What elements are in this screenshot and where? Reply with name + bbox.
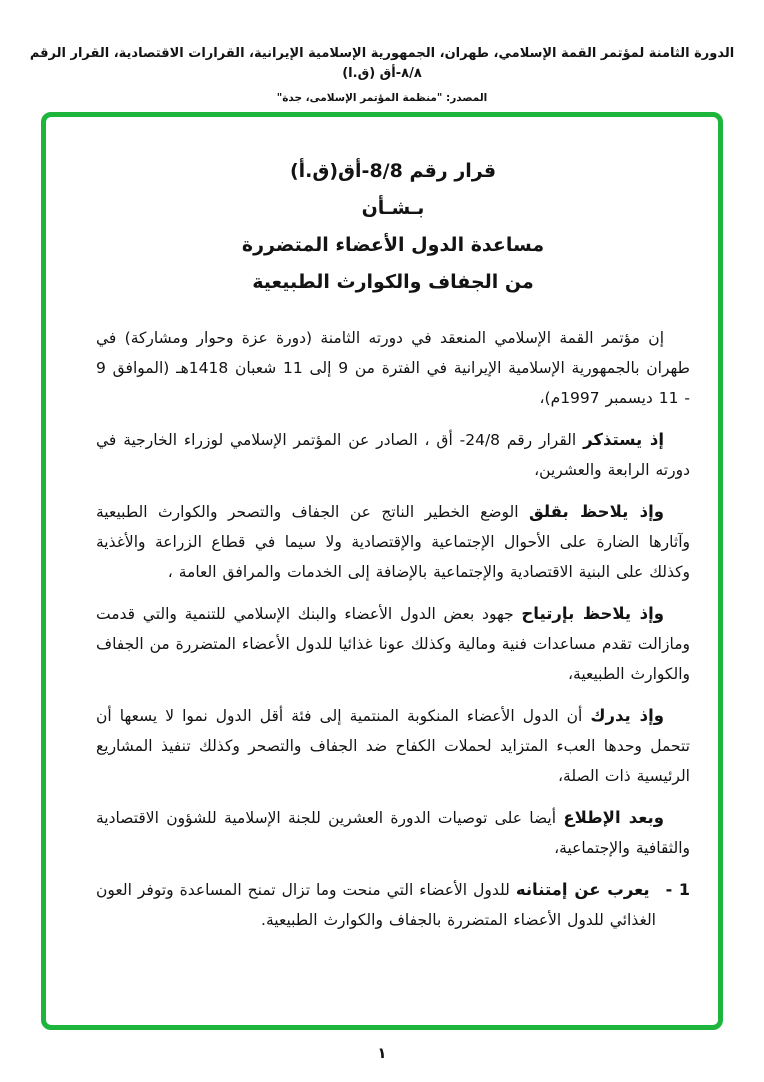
resolution-title bbox=[96, 153, 690, 301]
paragraph-text: جهود بعض الدول الأعضاء والبنك الإسلامي للتنمية والتي قدمت ومازالت تقدم مساعدات فنية ومالية وكذلك عونا غذائيا للدول الأعضاء المتضررة من الجفاف والكوارث الطبيعية، bbox=[96, 605, 690, 683]
operative-item bbox=[96, 875, 690, 935]
title-subject-2: من الجفاف والكوارث الطبيعية bbox=[252, 271, 534, 293]
title-resolution-number: قرار رقم 8/8-أق(ق.أ) bbox=[289, 160, 497, 182]
page-number: ١ bbox=[377, 1044, 387, 1062]
paragraph-text: الوضع الخطير الناتج عن الجفاف والتصحر والكوارث الطبيعية وآثارها الضارة على الأحوال الإجتماعية والإقتصادية ولا سيما في قطاع الزراعة والأغذية وكذلك على البنية الاقتصادية والإجتماعية بالإضافة إلى الخدمات والمرافق العامة ، bbox=[96, 503, 690, 581]
preamble-paragraph bbox=[96, 425, 690, 485]
preamble-paragraph bbox=[96, 701, 690, 791]
preamble-paragraph bbox=[96, 803, 690, 863]
paragraph-lead: وإذ يلاحظ بقلق bbox=[529, 502, 664, 521]
paragraph-text: القرار رقم 24/8- أق ، الصادر عن المؤتمر الإسلامي لوزراء الخارجية في دورته الرابعة والعشرين، bbox=[96, 431, 690, 479]
item-number: 1 - bbox=[665, 880, 691, 899]
paragraph-text: أيضا على توصيات الدورة العشرين للجنة الإسلامية للشؤون الاقتصادية والثقافية والإجتماعية، bbox=[96, 809, 690, 857]
paragraph-lead: وإذ يلاحظ بإرتياح bbox=[521, 604, 665, 623]
paragraph-lead: إذ يستذكر bbox=[583, 430, 664, 449]
paragraph-lead: وبعد الإطلاع bbox=[563, 808, 665, 827]
paragraph-text: أن الدول الأعضاء المنكوبة المنتمية إلى فئة أقل الدول نموا لا يسعها أن تتحمل وحدها العبء المتزايد لحملات الكفاح ضد الجفاف والتصحر وكذلك تنفيذ المشاريع الرئيسية ذات الصلة، bbox=[96, 707, 690, 785]
paragraph-lead: وإذ يدرك bbox=[590, 706, 664, 725]
item-lead: يعرب عن إمتنانه bbox=[515, 880, 650, 899]
paragraph-text: إن مؤتمر القمة الإسلامي المنعقد في دورته الثامنة (دورة عزة وحوار ومشاركة) في طهران بالجمهورية الإسلامية الإيرانية في الفترة من 9 إلى 11 شعبان 1418هـ (الموافق 9 - 11 ديسمبر 1997م)، bbox=[96, 329, 691, 407]
preamble-paragraph bbox=[96, 497, 690, 587]
title-subject-1: مساعدة الدول الأعضاء المتضررة bbox=[241, 234, 545, 256]
title-regarding: بـشـأن bbox=[361, 197, 425, 219]
preamble-paragraph bbox=[96, 323, 690, 413]
citation-line: الدورة الثامنة لمؤتمر القمة الإسلامي، طهران، الجمهورية الإسلامية الإيرانية، القرارات الاقتصادية، القرار الرقم ٨/٨-أق (ق.ا) bbox=[29, 46, 735, 81]
item-text: للدول الأعضاء التي منحت وما تزال تمنح المساعدة وتوفر العون الغذائي للدول الأعضاء المتضررة بالجفاف والكوارث الطبيعية. bbox=[96, 881, 656, 929]
resolution-frame bbox=[41, 112, 723, 1030]
source-line: المصدر: "منظمة المؤتمر الإسلامى، جدة" bbox=[276, 92, 488, 104]
document-header bbox=[0, 44, 764, 104]
preamble-paragraph bbox=[96, 599, 690, 689]
